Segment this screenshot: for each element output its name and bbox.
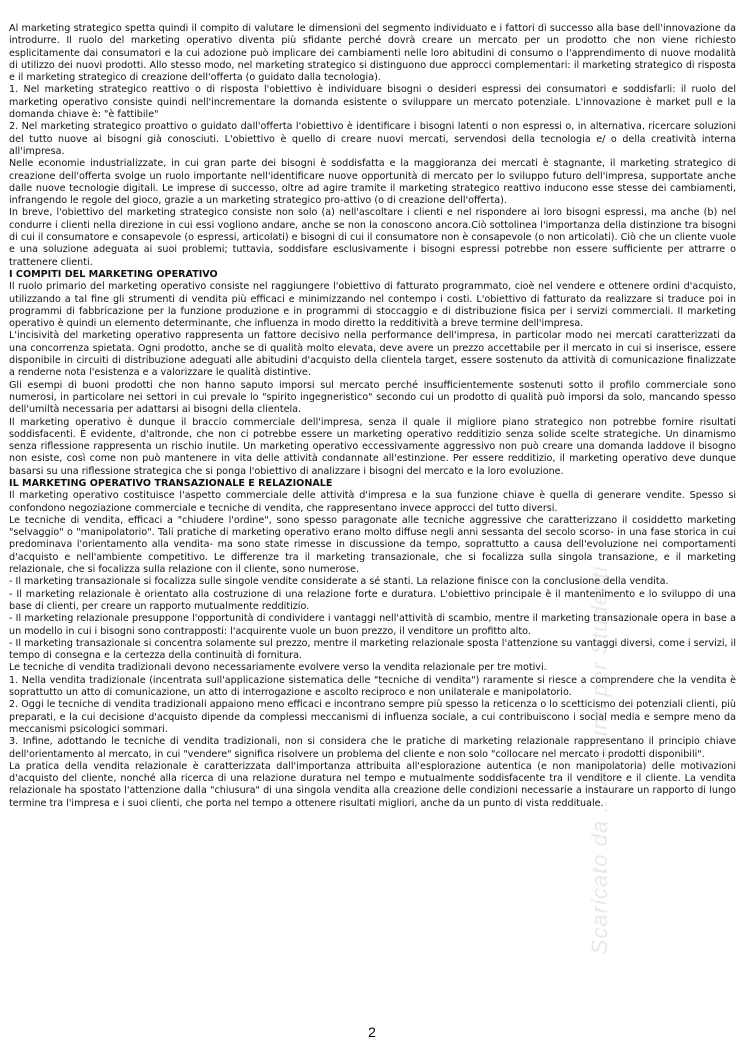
page-number: 2 xyxy=(368,1024,376,1040)
page-body xyxy=(9,23,736,810)
paragraph: 2. Oggi le tecniche di vendita tradizionali appaiono meno efficaci e incontrano sempre più spesso la reticenza o lo scetticismo dei potenziali clienti, più preparati, e la cui decisione d'acquisto dipende da complessi meccanismi di influenza sociale, a cui contribuiscono i social media e sempre meno da meccanismi psicologici sommari. xyxy=(9,699,736,735)
paragraph: - Il marketing transazionale si focalizza sulle singole vendite considerate a sé stanti. La relazione finisce con la conclusione della vendita. xyxy=(9,576,669,588)
paragraph: Il ruolo primario del marketing operativo consiste nel raggiungere l'obiettivo di fatturato programmato, cioè nel vendere e ottenere ordini d'acquisto, utilizzando a tal fine gli strumenti di vendita più efficaci e minimizzando nel contempo i costi. L'obiettivo di fatturato da realizzare si traduce poi in programmi di fabbricazione per la funzione produzione e in programmi di stoccaggio e di distribuzione fisica per i servizi commerciali. Il marketing operativo è quindi un elemento determinante, che influenza in modo diretto la redditività a breve termine dell'impresa. xyxy=(9,281,736,330)
paragraph: Il marketing operativo è dunque il braccio commerciale dell'impresa, senza il quale il migliore piano strategico non potrebbe fornire risultati soddisfacenti. È evidente, d'altronde, che non ci potrebbe essere un marketing operativo redditizio senza solide scelte strategiche. Un dinamismo senza riflessione rappresenta un rischio inutile. Un marketing operativo eccessivamente aggressivo non può creare una domanda laddove il bisogno non esiste, così come non può mantenere in vita delle attività condannate all'estinzione. Per essere redditizio, il marketing operativo deve dunque basarsi su una riflessione strategica che si ponga l'obiettivo di analizzare i bisogni del mercato e la loro evoluzione. xyxy=(9,416,736,477)
paragraph: Le tecniche di vendita tradizionali devono necessariamente evolvere verso la vendita relazionale per tre motivi. xyxy=(9,662,547,674)
paragraph: Nelle economie industrializzate, in cui gran parte dei bisogni è soddisfatta e la maggioranza dei mercati è stagnante, il marketing strategico di creazione dell'offerta svolge un ruolo importante nell'identificare nuove opportunità di mercato per lo sviluppo futuro dell'impresa, supportate anche dalle nuove tecnologie digitali. Le imprese di successo, oltre ad agire tramite il marketing strategico reattivo inducono esse stesse dei cambiamenti, infrangendo le regole del gioco, grazie a un marketing strategico pro-attivo (o di creazione dell'offerta). xyxy=(9,158,736,207)
section-heading: IL MARKETING OPERATIVO TRANSAZIONALE E RELAZIONALE xyxy=(9,477,333,489)
paragraph: - Il marketing relazionale presuppone l'opportunità di condividere i vantaggi nell'attività di scambio, mentre il marketing transazionale opera in base a un modello in cui i bisogni sono contrapposti: l'acquirente vuole un buon prezzo, il venditore un profitto alto. xyxy=(9,613,736,637)
section-heading: I COMPITI DEL MARKETING OPERATIVO xyxy=(9,268,218,280)
paragraph: - Il marketing transazionale si concentra solamente sul prezzo, mentre il marketing relazionale sposta l'attenzione su vantaggi diversi, come i servizi, il tempo di consegna e la certezza della continuità di fornitura. xyxy=(9,637,736,662)
paragraph: Al marketing strategico spetta quindi il compito di valutare le dimensioni del segmento individuato e i fattori di successo alla base dell'innovazione da introdurre. Il ruolo del marketing operativo diventa più sfidante perché dovrà creare un mercato per un prodotto che non viene richiesto esplicitamente dai consumatori e la cui adozione può implicare dei cambiamenti nelle loro abitudini di consumo o l'apprendimento di nuove modalità di utilizzo dei nuovi prodotti. Allo stesso modo, nel marketing strategico si distinguono due approcci complementari: il marketing strategico di risposta e il marketing strategico di creazione dell'offerta (o guidato dalla tecnologia). xyxy=(9,23,736,84)
watermark: Scaricato da ... Appunti per Studenti xyxy=(587,565,612,955)
paragraph: - Il marketing relazionale è orientato alla costruzione di una relazione forte e duratura. L'obiettivo principale è il mantenimento e lo sviluppo di una base di clienti, per creare un rapporto mutualmente redditizio. xyxy=(9,588,736,612)
paragraph: 3. Infine, adottando le tecniche di vendita tradizionali, non si considera che le pratiche di marketing relazionale rappresentano il principio chiave dell'orientamento al mercato, in cui "vendere" significa risolvere un problema del cliente e non solo "collocare nel mercato i prodotti disponibili". xyxy=(9,736,736,760)
paragraph: Le tecniche di vendita, efficaci a "chiudere l'ordine", sono spesso paragonate alle tecniche aggressive che caratterizzano il cosiddetto marketing "selvaggio" o "manipolatorio". Tali pratiche di marketing operativo erano molto diffuse negli anni sessanta del secolo scorso- in una fase storica in cui predominava l'orientamento alla vendita- ma sono state rimesse in discussione da tempo, soprattutto a causa dell'evoluzione nei comportamenti d'acquisto e nell'ambiente competitivo. Le differenze tra il marketing transazionale, che si focalizza sulla singola transazione, e il marketing relazionale, che si focalizza sulla relazione con il cliente, sono numerose. xyxy=(9,514,736,576)
paragraph: L'incisività del marketing operativo rappresenta un fattore decisivo nella performance dell'impresa, in particolar modo nei mercati caratterizzati da una concorrenza spietata. Ogni prodotto, anche se di qualità molto elevata, deve avere un prezzo accettabile per il mercato in cui si inserisce, essere disponibile in circuiti di distribuzione adeguati alle abitudini d'acquisto della clientela target, essere sostenuto da attività di comunicazione finalizzate a renderne nota l'esistenza e a valorizzare le qualità distintive. xyxy=(9,330,736,379)
paragraph: Gli esempi di buoni prodotti che non hanno saputo imporsi sul mercato perché insufficientemente sostenuti sotto il profilo commerciale sono numerosi, in particolare nei settori in cui prevale lo "spirito ingegneristico" secondo cui un prodotto di qualità può imporsi da solo, mancando spesso dell'umiltà necessaria per adattarsi ai bisogni della clientela. xyxy=(9,379,736,416)
paragraph: In breve, l'obiettivo del marketing strategico consiste non solo (a) nell'ascoltare i clienti e nel rispondere ai loro bisogni espressi, ma anche (b) nel condurre i clienti nella direzione in cui essi vogliono andare, anche se non la conoscono ancora.Ciò sottolinea l'importanza della distinzione tra bisogni di cui il consumatore e consapevole (o espressi, articolati) e bisogni di cui il consumatore non è consapevole (o non articolati). Ciò che un cliente vuole e una soluzione adeguata ai suoi problemi; tuttavia, soddisfare esclusivamente i bisogni espressi potrebbe non essere sufficiente per attrarre o trattenere clienti. xyxy=(9,207,736,268)
paragraph: 2. Nel marketing strategico proattivo o guidato dall'offerta l'obiettivo è identificare i bisogni latenti o non espressi o, in alternativa, ricercare soluzioni del tutto nuove ai bisogni già conosciuti. L'obiettivo è quello di creare nuovi mercati, servendosi della tecnologia e/ o della creatività interna all'impresa. xyxy=(9,121,736,157)
paragraph: La pratica della vendita relazionale è caratterizzata dall'importanza attribuita all'esplorazione autentica (e non manipolatoria) delle motivazioni d'acquisto del cliente, nonché alla ricerca di una relazione duratura nel tempo e mutualmente soddisfacente tra il venditore e il cliente. La vendita relazionale ha spostato l'attenzione dalla "chiusura" di una singola vendita alla creazione delle condizioni necessarie a instaurare un rapporto di lungo termine tra l'impresa e i suoi clienti, che porta nel tempo a ottenere risultati migliori, anche da un punto di vista reddituale. xyxy=(9,760,736,809)
paragraph: 1. Nella vendita tradizionale (incentrata sull'applicazione sistematica delle "tecniche di vendita") raramente si riesce a comprendere che la vendita è soprattutto un atto di comunicazione, un atto di interrogazione e ascolto reciproco e non unilaterale e manipolatorio. xyxy=(9,674,736,699)
paragraph: 1. Nel marketing strategico reattivo o di risposta l'obiettivo è individuare bisogni o desideri espressi dei consumatori e soddisfarli: il ruolo del marketing operativo consiste quindi nell'incrementare la domanda esistente o sviluppare un mercato potenziale. L'innovazione è market pull e la domanda chiave è: "è fattibile" xyxy=(9,84,736,121)
paragraph: Il marketing operativo costituisce l'aspetto commerciale delle attività d'impresa e la sua funzione chiave è quella di generare vendite. Spesso si confondono negoziazione commerciale e tecniche di vendita, che rappresentano invece approcci del tutto diversi. xyxy=(9,490,736,514)
